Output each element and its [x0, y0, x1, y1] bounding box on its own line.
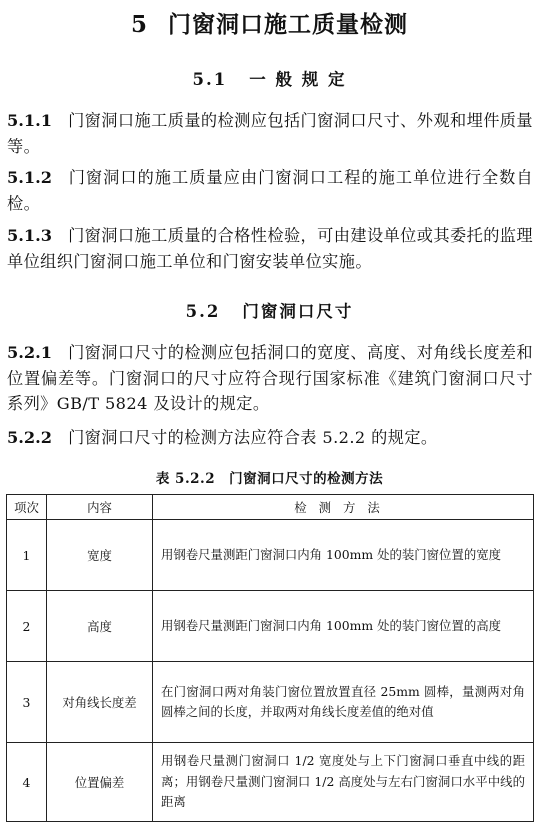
header-method: 检测方法	[153, 495, 534, 520]
inspection-method-table	[6, 494, 534, 822]
clause-number: 5.2.2	[7, 428, 53, 447]
clause-paragraph	[7, 425, 533, 451]
clause-text: 门窗洞口尺寸的检测应包括洞口的宽度、高度、对角线长度差和位置偏差等。门窗洞口的尺寸应符合现行国家标准《建筑门窗洞口尺寸系列》GB/T 5824 及设计的规定。	[7, 343, 533, 413]
table-row	[7, 743, 534, 822]
table-row	[7, 520, 534, 591]
row-index: 4	[7, 743, 47, 822]
section-number: 5.1	[192, 70, 228, 89]
header-item: 内容	[47, 495, 153, 520]
row-item: 对角线长度差	[47, 662, 153, 743]
chapter-number: 5	[130, 11, 148, 38]
row-method: 用钢卷尺量测门窗洞口 1/2 宽度处与上下门窗洞口垂直中线的距离；用钢卷尺量测门窗洞口 1/2 高度处与左右门窗洞口水平中线的距离	[153, 743, 534, 822]
row-item: 高度	[47, 591, 153, 662]
clause-number: 5.1.1	[7, 111, 53, 130]
clause-number: 5.1.3	[7, 226, 53, 245]
row-index: 3	[7, 662, 47, 743]
chapter-title	[0, 6, 539, 39]
section-heading	[0, 298, 539, 322]
clause-paragraph	[7, 340, 533, 417]
row-method: 用钢卷尺量测距门窗洞口内角 100mm 处的装门窗位置的宽度	[153, 520, 534, 591]
table-header-row	[7, 495, 534, 520]
row-item: 位置偏差	[47, 743, 153, 822]
table-caption-number: 表 5.2.2	[155, 471, 216, 487]
clause-number: 5.1.2	[7, 168, 53, 187]
row-method: 用钢卷尺量测距门窗洞口内角 100mm 处的装门窗位置的高度	[153, 591, 534, 662]
table-caption-title: 门窗洞口尺寸的检测方法	[229, 471, 384, 487]
chapter-title-text: 门窗洞口施工质量检测	[168, 11, 408, 38]
clause-text: 门窗洞口施工质量的合格性检验，可由建设单位或其委托的监理单位组织门窗洞口施工单位和门窗安装单位实施。	[7, 226, 533, 271]
clause-text: 门窗洞口施工质量的检测应包括门窗洞口尺寸、外观和埋件质量等。	[7, 111, 533, 156]
row-item: 宽度	[47, 520, 153, 591]
header-index: 项次	[7, 495, 47, 520]
table-caption	[0, 467, 539, 487]
row-index: 2	[7, 591, 47, 662]
section-heading	[0, 66, 539, 90]
section-title: 门窗洞口尺寸	[242, 302, 354, 321]
table-row	[7, 662, 534, 743]
clause-paragraph	[7, 223, 533, 274]
clause-text: 门窗洞口的施工质量应由门窗洞口工程的施工单位进行全数自检。	[7, 168, 533, 213]
row-index: 1	[7, 520, 47, 591]
clause-number: 5.2.1	[7, 343, 53, 362]
clause-paragraph	[7, 108, 533, 159]
section-number: 5.2	[185, 302, 221, 321]
table-row	[7, 591, 534, 662]
section-title: 一 般 规 定	[249, 70, 347, 89]
row-method: 在门窗洞口两对角装门窗位置放置直径 25mm 圆棒，量测两对角圆棒之间的长度，并取两对角线长度差值的绝对值	[153, 662, 534, 743]
clause-paragraph	[7, 165, 533, 216]
clause-text: 门窗洞口尺寸的检测方法应符合表 5.2.2 的规定。	[68, 428, 438, 447]
